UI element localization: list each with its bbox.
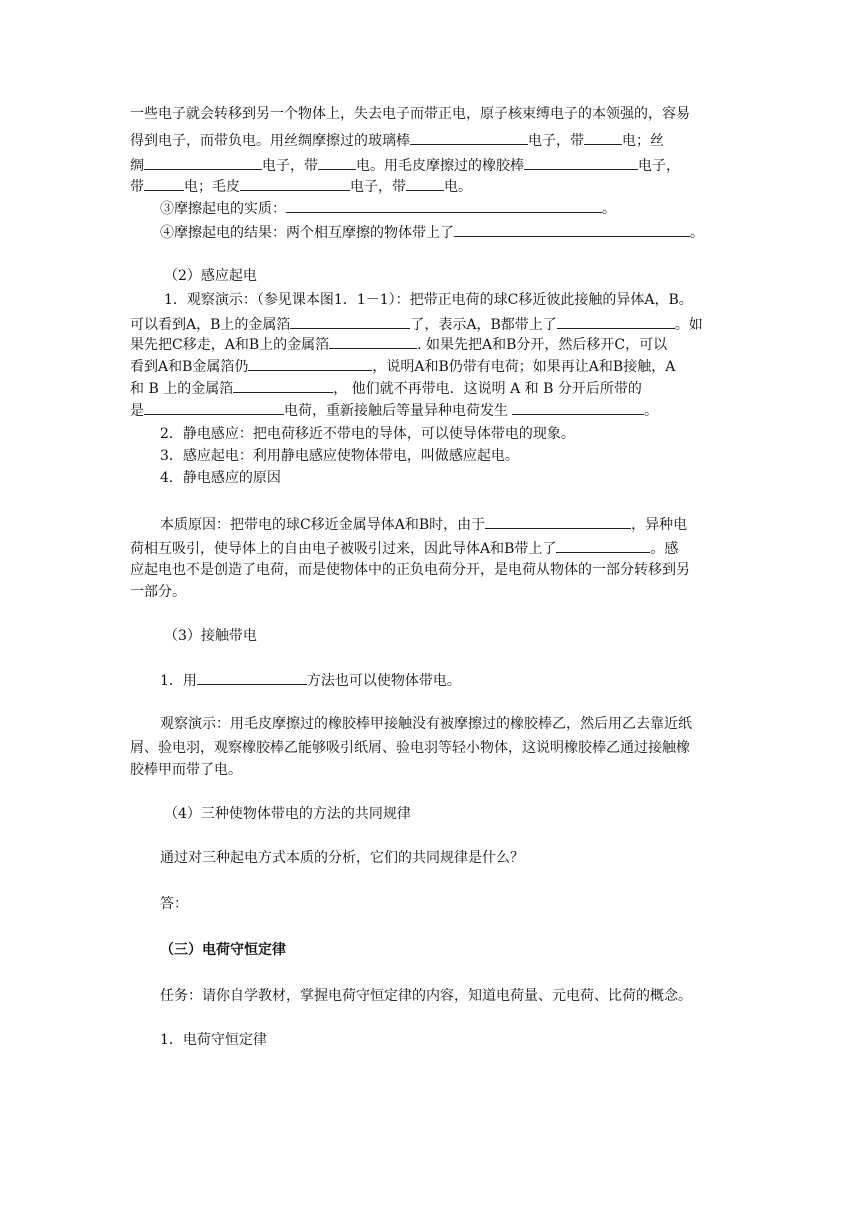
section-heading: （三）电荷守恒定律 (160, 942, 286, 958)
text-line: 和 B 上的金属箔 ， 他们就不再带电．这说明 A 和 B 分开后所带的 (130, 378, 642, 399)
fill-blank[interactable] (584, 130, 622, 145)
fill-blank[interactable] (556, 538, 650, 553)
text-line: 果先把C移走，A和B上的金属箔 . 如果先把A和B分开，然后移开C，可以 (130, 334, 667, 355)
text-line: 看到A和B金属箔仍 ，说明A和B仍带有电荷；如果再让A和B接触，A (130, 356, 675, 377)
text-line: 通过对三种起电方式本质的分析，它们的共同规律是什么？ (160, 850, 524, 866)
fill-blank[interactable] (144, 176, 184, 191)
text-line: 4．静电感应的原因 (160, 470, 281, 486)
answer-label: 答： (160, 896, 188, 912)
fill-blank[interactable] (485, 514, 631, 529)
fill-blank[interactable] (512, 400, 644, 415)
fill-blank[interactable] (318, 155, 356, 170)
text-line: 任务：请你自学教材，掌握电荷守恒定律的内容，知道电荷量、元电荷、比荷的概念。 (160, 988, 692, 1004)
text-line: 得到电子，而带负电。用丝绸摩擦过的玻璃棒 电子，带 电；丝 (130, 130, 664, 151)
text-line: 一些电子就会转移到另一个物体上，失去电子而带正电，原子核束缚电子的本领强的，容易 (130, 106, 690, 122)
fill-blank[interactable] (329, 334, 417, 349)
text-line: 绸 电子，带 电。用毛皮摩擦过的橡胶棒 电子， (130, 155, 680, 176)
fill-blank[interactable] (290, 314, 410, 329)
section-heading: （2）感应起电 (164, 268, 257, 284)
fill-blank[interactable] (524, 155, 638, 170)
text-line: 2．静电感应：把电荷移近不带电的导体，可以使导体带电的现象。 (160, 426, 575, 442)
text-line: 屑、验电羽，观察橡胶棒乙能够吸引纸屑、验电羽等轻小物体，这说明橡胶棒乙通过接触橡 (130, 740, 690, 756)
text-line: 1．用 方法也可以使物体带电。 (160, 670, 461, 691)
fill-blank[interactable] (144, 400, 284, 415)
fill-blank[interactable] (144, 155, 262, 170)
fill-blank[interactable] (286, 198, 602, 213)
text-line: 胶棒甲而带了电。 (130, 762, 242, 778)
text-line: 带 电；毛皮 电子，带 电。 (130, 176, 472, 197)
fill-blank[interactable] (410, 130, 528, 145)
text-line: ③摩擦起电的实质： 。 (160, 198, 616, 219)
text-line: ④摩擦起电的结果：两个相互摩擦的物体带上了 。 (160, 222, 704, 243)
text-line: 3．感应起电：利用静电感应使物体带电，叫做感应起电。 (160, 448, 519, 464)
text-line: 1．电荷守恒定律 (160, 1032, 267, 1048)
text-line: 观察演示：用毛皮摩擦过的橡胶棒甲接触没有被摩擦过的橡胶棒乙，然后用乙去靠近纸 (160, 716, 692, 732)
fill-blank[interactable] (557, 314, 675, 329)
section-heading: （4）三种使物体带电的方法的共同规律 (164, 806, 411, 822)
section-heading: （3）接触带电 (164, 628, 257, 644)
text-line: 1．观察演示：（参见课本图1．1－1）：把带正电荷的球C移近彼此接触的异体A，B。 (164, 292, 693, 308)
text-line: 荷相互吸引，使导体上的自由电子被吸引过来，因此导体A和B带上了 。感 (130, 538, 678, 559)
text-line: 是 电荷，重新接触后等量异种电荷发生 。 (130, 400, 658, 421)
fill-blank[interactable] (248, 356, 372, 371)
fill-blank[interactable] (406, 176, 444, 191)
fill-blank[interactable] (233, 378, 333, 393)
text-line: 本质原因：把带电的球C移近金属导体A和B时，由于 ，异种电 (160, 514, 687, 535)
text-line: 一部分。 (130, 584, 186, 600)
fill-blank[interactable] (454, 222, 690, 237)
fill-blank[interactable] (240, 176, 350, 191)
text-line: 可以看到A，B上的金属箔 了，表示A，B都带上了 。如 (130, 314, 703, 335)
text-line: 应起电也不是创造了电荷，而是使物体中的正负电荷分开，是电荷从物体的一部分转移到另 (130, 562, 690, 578)
fill-blank[interactable] (197, 670, 307, 685)
